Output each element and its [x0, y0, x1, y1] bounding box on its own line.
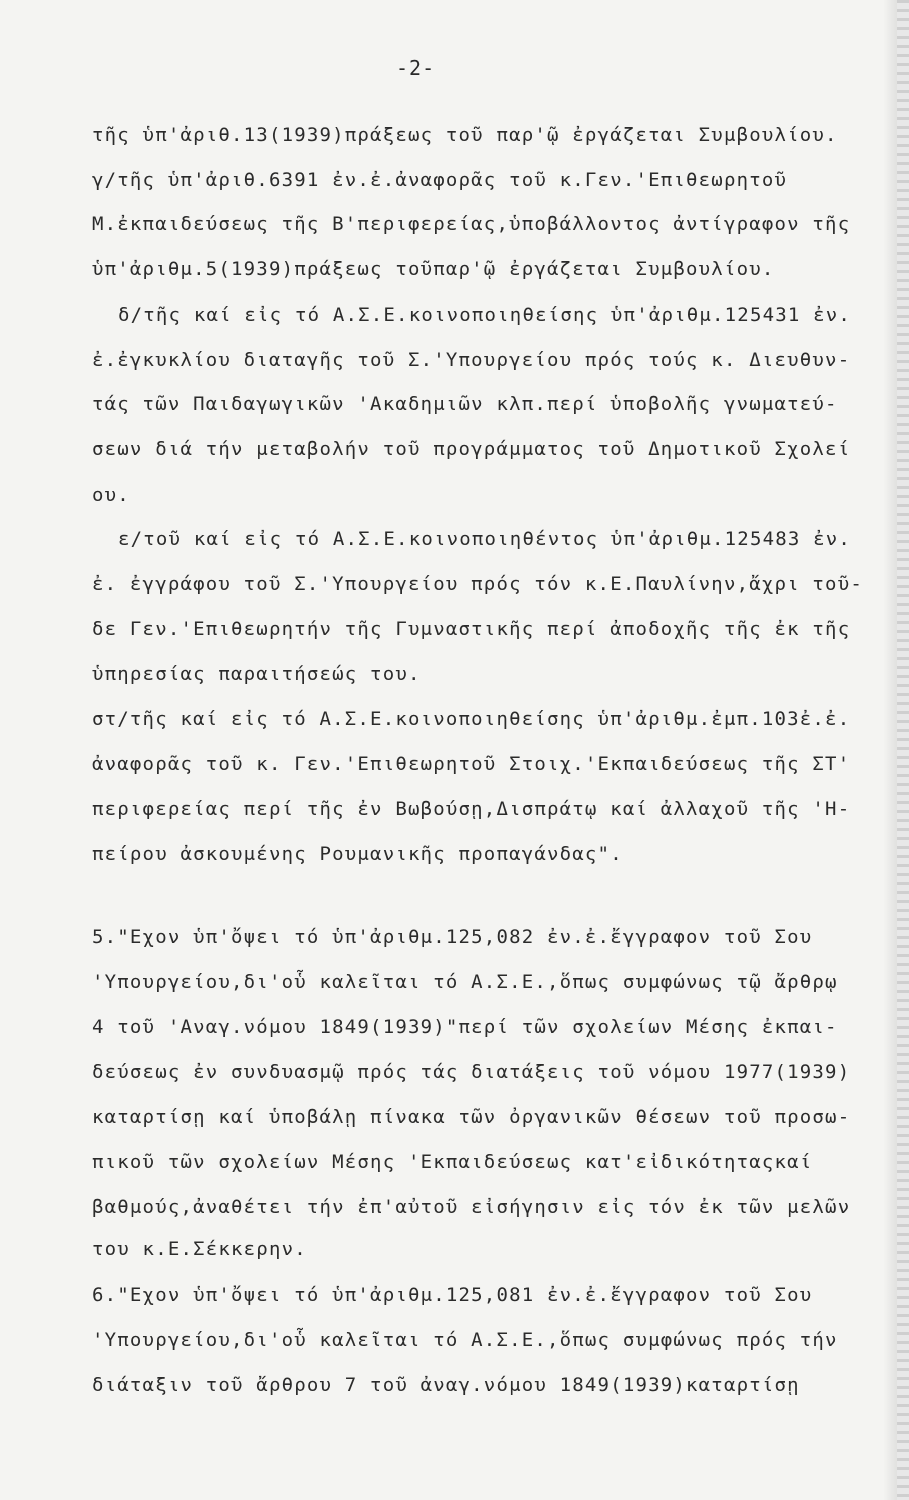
- page-number: -2-: [396, 56, 436, 80]
- text-line: δεύσεως ἐν συνδυασμῷ πρός τάς διατάξεις τοῦ νόμου 1977(1939): [92, 1061, 851, 1083]
- text-line: βαθμούς,ἀναθέτει τήν ἐπ'αὐτοῦ εἰσήγησιν εἰς τόν ἐκ τῶν μελῶν: [92, 1196, 851, 1218]
- text-line: 6."Εχον ὑπ'ὄψει τό ὑπ'ἀριθμ.125,081 ἐν.ἐ.ἔγγραφον τοῦ Σου: [92, 1284, 813, 1306]
- text-line: του κ.Ε.Σέκκερην.: [92, 1238, 307, 1260]
- text-line: πείρου ἀσκουμένης Ρουμανικῆς προπαγάνδας".: [92, 843, 623, 865]
- text-line: ὑπ'ἀριθμ.5(1939)πράξεως τοῦπαρ'ῷ ἐργάζεται Συμβουλίου.: [92, 258, 775, 280]
- text-line: ὑπηρεσίας παραιτήσεώς του.: [92, 663, 421, 685]
- text-line: 4 τοῦ 'Αναγ.νόμου 1849(1939)"περί τῶν σχολείων Μέσης ἐκπαι-: [92, 1016, 838, 1038]
- text-line: στ/τῆς καί εἰς τό Α.Σ.Ε.κοινοποιηθείσης ὑπ'ἀριθμ.ἐμπ.103ἐ.ἐ.: [92, 708, 851, 730]
- text-line: περιφερείας περί τῆς ἐν Βωβούσῃ,Δισπράτῳ καί ἀλλαχοῦ τῆς 'Η-: [92, 798, 851, 820]
- text-line: Μ.ἐκπαιδεύσεως τῆς Β'περιφερείας,ὑποβάλλοντος ἀντίγραφον τῆς: [92, 213, 851, 235]
- text-line: τάς τῶν Παιδαγωγικῶν 'Ακαδημιῶν κλπ.περί ὑποβολῆς γνωματεύ-: [92, 393, 838, 415]
- text-line: ἐ. ἐγγράφου τοῦ Σ.'Υπουργείου πρός τόν κ.Ε.Παυλίνην,ἄχρι τοῦ-: [92, 573, 863, 595]
- text-line: δε Γεν.'Επιθεωρητήν τῆς Γυμναστικῆς περί ἀποδοχῆς τῆς ἐκ τῆς: [92, 618, 851, 640]
- text-line: 'Υπουργείου,δι'οὗ καλεῖται τό Α.Σ.Ε.,ὅπως συμφώνως πρός τήν: [92, 1329, 838, 1351]
- text-line: πικοῦ τῶν σχολείων Μέσης 'Εκπαιδεύσεως κατ'εἰδικότηταςκαί: [92, 1151, 813, 1173]
- text-line: ε/τοῦ καί εἰς τό Α.Σ.Ε.κοινοποιηθέντος ὑπ'ἀριθμ.125483 ἐν.: [118, 528, 852, 550]
- text-line: σεων διά τήν μεταβολήν τοῦ προγράμματος τοῦ Δημοτικοῦ Σχολεί: [92, 438, 851, 460]
- text-line: ου.: [92, 484, 130, 506]
- text-line: ἀναφορᾶς τοῦ κ. Γεν.'Επιθεωρητοῦ Στοιχ.'Εκπαιδεύσεως τῆς ΣΤ': [92, 753, 851, 775]
- text-line: τῆς ὑπ'ἀριθ.13(1939)πράξεως τοῦ παρ'ῷ ἐργάζεται Συμβουλίου.: [92, 124, 838, 146]
- text-line: γ/τῆς ὑπ'ἀριθ.6391 ἐν.ἐ.ἀναφορᾶς τοῦ κ.Γεν.'Επιθεωρητοῦ: [92, 169, 788, 191]
- text-line: ἐ.ἐγκυκλίου διαταγῆς τοῦ Σ.'Υπουργείου πρός τούς κ. Διευθυν-: [92, 349, 851, 371]
- scan-edge: [897, 0, 909, 1500]
- text-line: 'Υπουργείου,δι'οὗ καλεῖται τό Α.Σ.Ε.,ὅπως συμφώνως τῷ ἄρθρῳ: [92, 971, 838, 993]
- text-line: καταρτίσῃ καί ὑποβάλῃ πίνακα τῶν ὀργανικῶν θέσεων τοῦ προσω-: [92, 1106, 851, 1128]
- text-line: διάταξιν τοῦ ἄρθρου 7 τοῦ ἀναγ.νόμου 1849(1939)καταρτίσῃ: [92, 1374, 800, 1396]
- text-line: δ/τῆς καί εἰς τό Α.Σ.Ε.κοινοποιηθείσης ὑπ'ἀριθμ.125431 ἐν.: [118, 304, 852, 326]
- text-line: 5."Εχον ὑπ'ὄψει τό ὑπ'ἀριθμ.125,082 ἐν.ἐ.ἔγγραφον τοῦ Σου: [92, 926, 813, 948]
